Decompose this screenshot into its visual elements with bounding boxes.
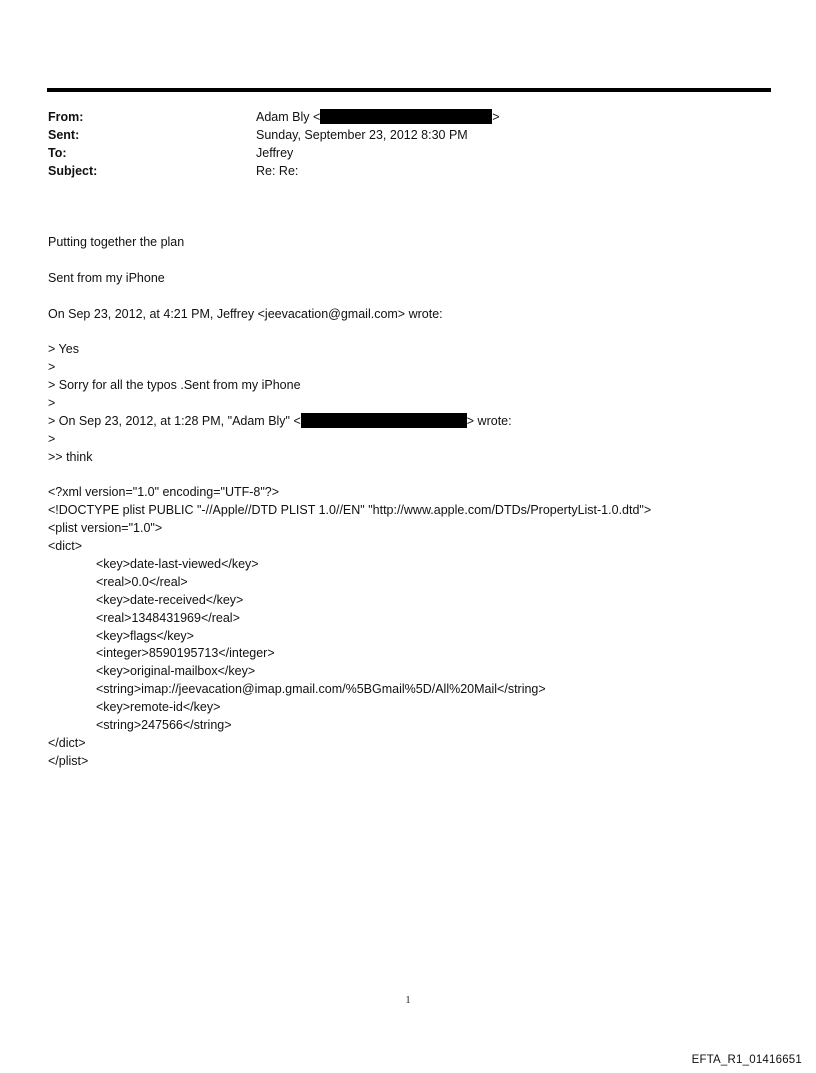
subject-label: Subject:: [48, 164, 98, 178]
xml-line: <real>1348431969</real>: [96, 610, 240, 625]
body-line: On Sep 23, 2012, at 4:21 PM, Jeffrey <jeevacation@gmail.com> wrote:: [48, 306, 443, 321]
from-value: [256, 108, 500, 126]
xml-line: <key>flags</key>: [96, 628, 194, 643]
quoted-attribution: > On Sep 23, 2012, at 1:28 PM, "Adam Bly" <: [48, 413, 301, 428]
bracket-open: <: [312, 110, 321, 124]
quoted-line: > Sorry for all the typos .Sent from my iPhone: [48, 378, 301, 393]
blank-line: [48, 252, 788, 270]
from-row: [48, 108, 748, 126]
xml-line: </plist>: [48, 753, 89, 768]
to-label: To:: [48, 146, 67, 160]
sent-row: [48, 126, 748, 144]
xml-line: <string>imap://jeevacation@imap.gmail.com/%5BGmail%5D/All%20Mail</string>: [96, 682, 546, 697]
to-value: Jeffrey: [256, 146, 294, 160]
quoted-line: >: [48, 360, 56, 375]
sender-name: Adam Bly: [256, 110, 310, 124]
redaction-box: [301, 413, 467, 428]
subject-value: Re: Re:: [256, 164, 299, 178]
document-id: EFTA_R1_01416651: [691, 1054, 802, 1066]
xml-line: <key>date-last-viewed</key>: [96, 557, 259, 572]
email-header: [48, 108, 748, 180]
quoted-line: >: [48, 431, 56, 446]
quoted-attribution-end: > wrote:: [466, 413, 512, 428]
quoted-line: >> think: [48, 449, 93, 464]
xml-line: </dict>: [48, 735, 86, 750]
xml-line: <?xml version="1.0" encoding="UTF-8"?>: [48, 485, 280, 500]
xml-line: <string>247566</string>: [96, 718, 232, 733]
blank-line: [48, 323, 788, 341]
xml-line: <!DOCTYPE plist PUBLIC "-//Apple//DTD PLIST 1.0//EN" "http://www.apple.com/DTDs/PropertyList-1.0.dtd">: [48, 503, 652, 518]
xml-line: <key>date-received</key>: [96, 592, 244, 607]
bracket-close: >: [492, 110, 500, 124]
to-row: [48, 144, 748, 162]
xml-line: <dict>: [48, 539, 83, 554]
header-divider: [47, 88, 771, 92]
subject-row: [48, 162, 748, 180]
xml-line: <integer>8590195713</integer>: [96, 646, 275, 661]
body-line: Putting together the plan: [48, 235, 185, 249]
from-label: From:: [48, 110, 84, 124]
page-number: 1: [405, 995, 411, 1006]
redaction-box: [320, 109, 492, 124]
blank-line: [48, 288, 788, 306]
sent-value: Sunday, September 23, 2012 8:30 PM: [256, 128, 468, 142]
quoted-line: >: [48, 396, 56, 411]
xml-line: <plist version="1.0">: [48, 521, 163, 536]
xml-line: <key>original-mailbox</key>: [96, 664, 256, 679]
xml-line: <key>remote-id</key>: [96, 700, 221, 715]
quoted-line: [48, 413, 788, 431]
xml-line: <real>0.0</real>: [96, 574, 188, 589]
sent-label: Sent:: [48, 128, 80, 142]
email-body: [48, 234, 788, 771]
body-line: Sent from my iPhone: [48, 270, 165, 285]
blank-line: [48, 467, 788, 485]
quoted-line: > Yes: [48, 342, 79, 357]
